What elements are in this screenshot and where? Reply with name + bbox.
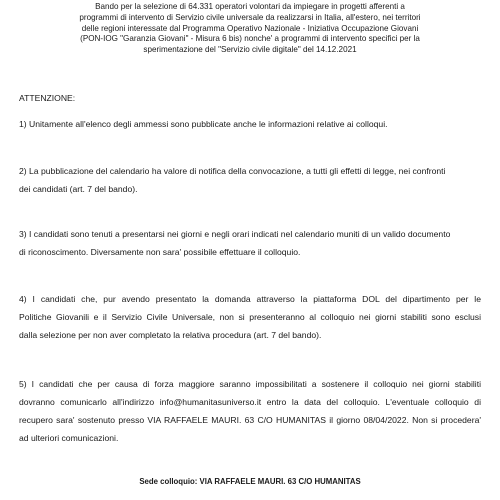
paragraph-line: 5) I candidati che per causa di forza maggiore saranno impossibilitati a sostenere il colloquio nei giorni stabiliti (19, 379, 481, 389)
header-line: Bando per la selezione di 64.331 operatori volontari da impiegare in progetti afferenti a (95, 2, 405, 11)
paragraph-line: 1) Unitamente all'elenco degli ammessi sono pubblicate anche le informazioni relative ai colloqui. (19, 119, 388, 129)
paragraph-line: 4) I candidati che, pur avendo presentato la domanda attraverso la piattaforma DOL del dipartimento per le (19, 294, 481, 304)
paragraph-line: 3) I candidati sono tenuti a presentarsi nei giorni e negli orari indicati nel calendario muniti di un valido documento (19, 229, 451, 239)
paragraph-line: dovranno comunicarlo all'indirizzo info@humanitasuniverso.it entro la data del colloquio. L'eventuale colloquio di (19, 397, 481, 407)
paragraph-5 (19, 375, 481, 447)
header-line: (PON-IOG "Garanzia Giovani" - Misura 6 bis) nonche' a programmi di intervento specifici per la (80, 34, 420, 44)
interview-location: Sede colloquio: VIA RAFFAELE MAURI. 63 C/O HUMANITAS (139, 477, 361, 486)
paragraph-4 (19, 290, 481, 344)
header-line: delle regioni interessate dal Programma Operativo Nazionale - Iniziativa Occupazione Giovani (81, 23, 419, 33)
paragraph-line: ad ulteriori comunicazioni. (19, 433, 119, 443)
header-line: sperimentazione del "Servizio civile digitale" del 14.12.2021 (143, 45, 357, 55)
paragraph-line: 2) La pubblicazione del calendario ha valore di notifica della convocazione, a tutti gli effetti di legge, nei confronti (19, 166, 446, 176)
notice-header (40, 2, 460, 56)
paragraph-line: dalla selezione per non aver completato la relativa procedura (art. 7 del bando). (19, 330, 322, 340)
paragraph-1 (19, 115, 481, 133)
attention-label: ATTENZIONE: (19, 93, 76, 103)
paragraph-2 (19, 162, 481, 198)
header-line: programmi di intervento di Servizio civile universale da realizzarsi in Italia, all'estero, nei territori (79, 12, 421, 22)
paragraph-3 (19, 225, 481, 261)
paragraph-line: dei candidati (art. 7 del bando). (19, 184, 138, 194)
paragraph-line: Politiche Giovanili e il Servizio Civile Universale, non si presenteranno al colloquio nei giorni stabiliti sono esclusi (19, 312, 481, 322)
paragraph-line: recupero sara' sostenuto presso VIA RAFFAELE MAURI. 63 C/O HUMANITAS il giorno 08/04/2022. Non si procedera' (19, 415, 481, 425)
paragraph-line: di riconoscimento. Diversamente non sara' possibile effettuare il colloquio. (19, 247, 301, 257)
